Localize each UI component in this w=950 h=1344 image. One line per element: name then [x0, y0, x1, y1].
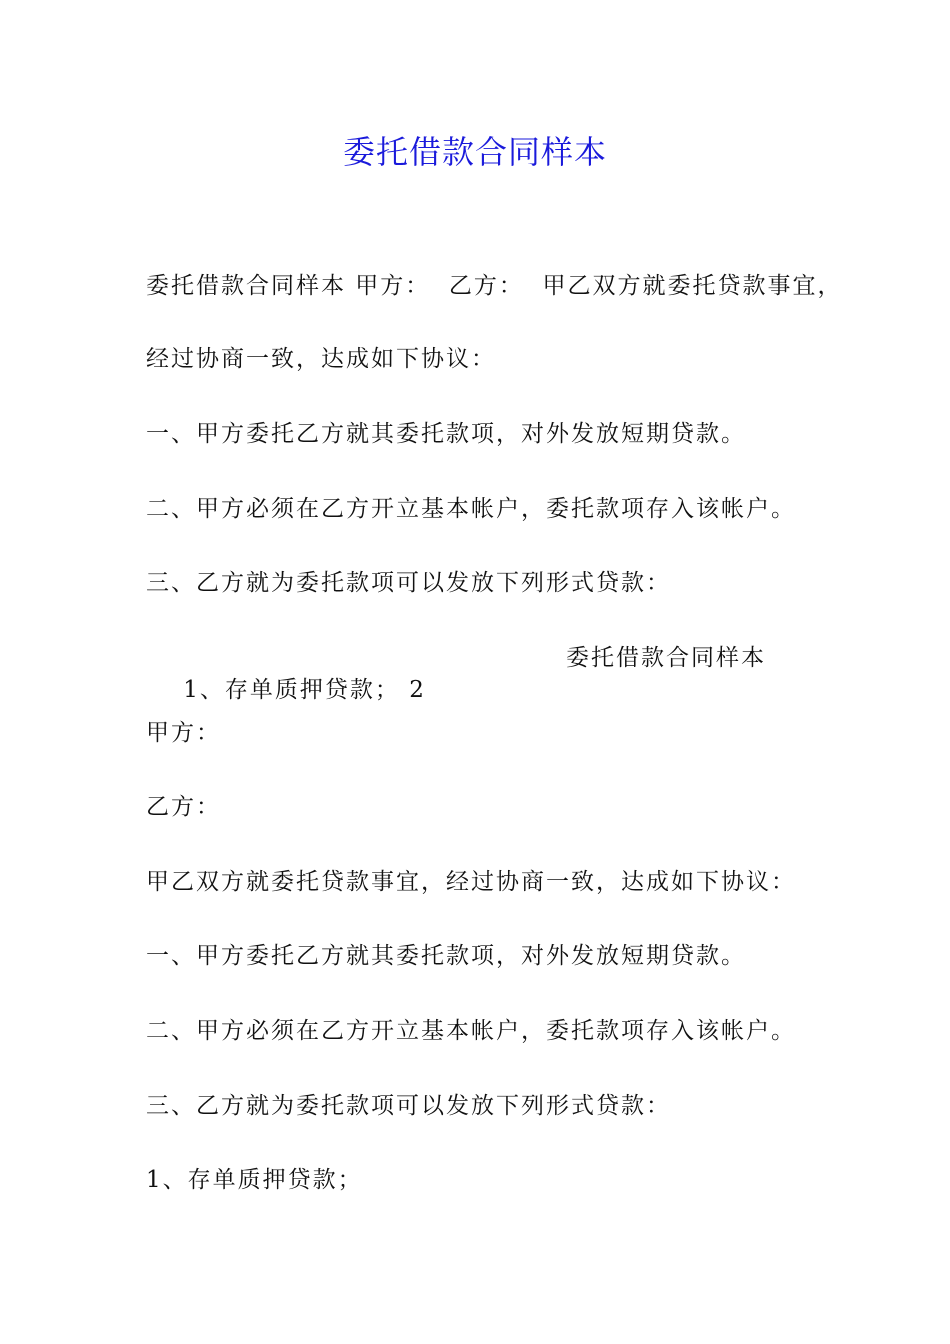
paragraph-line: 甲乙双方就委托贷款事宜，经过协商一致，达成如下协议：: [146, 869, 796, 895]
paragraph-line: 三、乙方就为委托款项可以发放下列形式贷款：: [146, 1093, 671, 1119]
paragraph-line-text: 1、存单质押贷款； 2: [183, 677, 426, 703]
paragraph-line: 甲方：: [146, 720, 221, 746]
paragraph-line: 三、乙方就为委托款项可以发放下列形式贷款：: [146, 570, 671, 596]
paragraph-line: 二、甲方必须在乙方开立基本帐户，委托款项存入该帐户。: [146, 1018, 796, 1044]
document-title: 委托借款合同样本: [342, 133, 607, 171]
paragraph-line: 1、存单质押贷款；: [146, 1167, 363, 1193]
paragraph-line: 二、甲方必须在乙方开立基本帐户，委托款项存入该帐户。: [146, 496, 796, 522]
paragraph-line: 经过协商一致，达成如下协议：: [146, 346, 496, 372]
paragraph-line: 一、甲方委托乙方就其委托款项，对外发放短期贷款。: [146, 943, 746, 969]
paragraph-line: 乙方：: [146, 794, 221, 820]
inline-heading: 委托借款合同样本: [566, 645, 766, 671]
paragraph-line: 委托借款合同样本 甲方： 乙方： 甲乙双方就委托贷款事宜，: [146, 273, 843, 299]
paragraph-line: 一、甲方委托乙方就其委托款项，对外发放短期贷款。: [146, 421, 746, 447]
paragraph-line-with-heading: [146, 642, 766, 770]
